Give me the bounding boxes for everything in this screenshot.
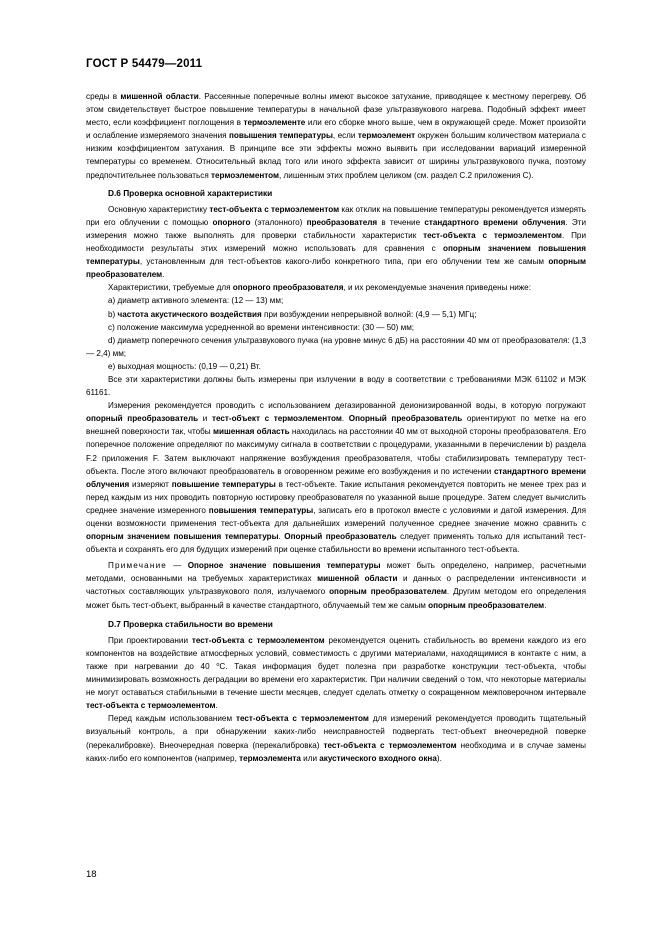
bold-term: опорного преобразователя <box>232 283 344 293</box>
text-run: . Рассеянные поперечные волны имеют высокое затухание, приводящее к местному перегреву. Об этом свидетельствует быстрое повышение температуры в начальной фазе ультразвукового нагрева. Подобный эффект имеет место, если коэффициент поглощения в <box>86 92 587 128</box>
bold-term: опорный преобразователь <box>86 414 199 424</box>
bold-term: тест-объекта с термоэлементом <box>235 714 369 724</box>
bold-term: мишенной области <box>317 574 398 584</box>
bold-term: акустического входного окна <box>319 753 437 763</box>
text-run: . <box>215 701 218 711</box>
text-run: . <box>162 270 165 280</box>
text-run: При проектировании <box>108 635 192 645</box>
text-run: Характеристики, требуемые для <box>108 283 233 293</box>
bold-term: стандартного времени облучения <box>424 217 566 227</box>
text-run: в тест-объекте. Такие испытания рекомендуется повторить не менее трех раз и перед каждым из них проводить повторную юстировку преобразователя по указанной выше процедуре. Затем следует вычислить среднее значение измеренного <box>86 479 586 515</box>
list-item <box>86 308 586 321</box>
text-run: с) положение максимума усредненной во времени интенсивности: (30 — 50) мм; <box>108 322 415 332</box>
text-run: . Другим методом его определения может быть тест-объект, выбранный в качестве стандартного, облучаемый тем же самым <box>86 587 586 610</box>
paragraph <box>86 90 586 182</box>
bold-term: повышения температуры <box>208 505 314 515</box>
bold-term: повышение температуры <box>171 479 276 489</box>
bold-term: тест-объекта с термоэлементом <box>323 740 457 750</box>
bold-term: опорным преобразователем <box>86 257 586 280</box>
note-label: Примечание <box>108 561 168 571</box>
bold-term: опорным значением повышения температуры <box>86 532 279 542</box>
text-run: , установленным для тест-объектов какого-либо конкретного типа, при его облучении тем же самым <box>139 257 549 267</box>
bold-term: тест-объект с термоэлементом <box>212 414 342 424</box>
text-run: . <box>278 532 285 542</box>
text-run: (эталонного) <box>250 217 307 227</box>
list-item <box>86 334 586 360</box>
text-run: b) <box>108 309 118 319</box>
paragraph <box>86 281 586 294</box>
text-run: Перед каждым использованием <box>108 714 236 724</box>
list-item <box>86 294 586 307</box>
bold-term: опорным преобразователем <box>329 587 447 597</box>
bold-term: термоэлемент <box>357 131 416 141</box>
bold-term: стандартного времени облучения <box>86 466 586 489</box>
text-run: для измерений рекомендуется проводить тщательный визуальный контроль, а при обнаружении каких-либо неисправностей подвергать тест-объект внеочередной поверке (перекалибровке). Внеочередная поверка (перекалибровка) <box>86 714 587 750</box>
list-item <box>86 321 586 334</box>
bold-term: опорным значением повышения температуры <box>86 244 586 267</box>
document-header: ГОСТ Р 54479—2011 <box>86 58 203 70</box>
text-run: , и их рекомендуемые значения приведены ниже: <box>343 283 531 293</box>
text-run: Все эти характеристики должны быть измерены при излучении в воду в соответствии с требованиями МЭК 61102 и МЭК 61161. <box>86 374 586 398</box>
text-run: . <box>341 414 349 424</box>
bold-term: тест-объекта с термоэлементом <box>209 204 340 214</box>
paragraph <box>86 634 586 713</box>
page-number: 18 <box>86 869 97 880</box>
text-run: ). <box>436 753 442 763</box>
section-heading-d7: D.7 Проверка стабильности во времени <box>108 618 273 629</box>
text-run: измеряют <box>129 479 172 489</box>
text-run: необходима и в случае замены каких-либо его компонентов (например, <box>86 740 586 763</box>
text-run: , лишенным этих проблем целиком (см. раздел С.2 приложения С). <box>279 170 534 180</box>
bold-term: мишенной области <box>120 92 199 101</box>
text-run: , если <box>332 131 358 141</box>
bold-term: мишенная область <box>212 427 290 437</box>
bold-term: тест-объекта с термоэлементом <box>86 701 216 711</box>
note-paragraph <box>86 559 586 611</box>
text-run: . При необходимости результаты этих измерений можно использовать для сравнения с <box>86 230 586 254</box>
document-body <box>86 90 586 765</box>
bold-term: Опорное значение повышения температуры <box>187 561 381 571</box>
text-run: Измерения рекомендуется проводить с использованием дегазированной деионизированной воды, в которую погружают <box>108 401 586 411</box>
bold-term: тест-объекта с термоэлементом <box>191 635 325 645</box>
text-run: среды в <box>86 92 121 101</box>
text-run: как отклик на повышение температуры рекомендуется измерять при его облучении с помощью <box>86 204 587 227</box>
text-run: следует применять только для испытаний тест-объекта и сохранять его для будущих измерений при оценке стабильности во времени испытанного тест-объекта. <box>86 532 586 555</box>
text-run: окружен большим количеством материала с низким коэффициентом затухания. В принципе все эти эффекты можно выявить при исследовании вариаций измеренной температуры со временем. Относительный вклад того или иного эффекта зависит от ширины ультразвукового пучка, поэтому предпочтительнее пользоваться <box>86 131 586 180</box>
paragraph <box>86 203 586 282</box>
section-heading-d6: D.6 Проверка основной характеристики <box>108 187 273 198</box>
text-run: , записать его в протокол вместе с условиями и датой измерения. Для оценки возможности применения тест-объекта для дальнейших измерений полученное среднее значение можно сравнить с <box>86 505 586 528</box>
text-run: рекомендуется оценить стабильность во времени каждого из его компонентов на воздействие атмосферных условий, совместимость с другими материалами, находящимися в контакте с ним, а также при нагревании до 40 <box>86 635 587 671</box>
text-run: или его сборке много выше, чем в окружающей среде. Может произойти и ослабление измеряемого значения <box>86 118 586 141</box>
text-run: Основную характеристику <box>108 204 210 214</box>
text-run: d) диаметр поперечного сечения ультразвукового пучка (на уровне минус 6 дБ) на расстоянии 40 мм от преобразователя: (1,3 — 2,4) мм; <box>86 335 586 358</box>
text-run: — <box>167 561 188 571</box>
bold-term: повышения температуры <box>228 131 333 141</box>
bold-term: термоэлементом <box>210 170 280 180</box>
bold-term: термоэлемента <box>239 753 301 763</box>
superscript: о <box>216 661 220 668</box>
bold-term: преобразователя <box>306 217 378 227</box>
bold-term: термоэлементе <box>243 118 306 128</box>
text-run: находилась на расстоянии 40 мм от выходной стороны преобразователя. Его поперечное положение определяют по максимуму сигнала в соответствии с процедурами, указанными в перечислении b) раздела F.2 приложения F. Затем выключают напряжение возбуждения преобразователя, чтобы стабилизировать температуру тест-объекта. После этого включают преобразователь в оговоренном режиме его возбуждения и по истечении <box>86 427 586 476</box>
text-run: при возбуждении непрерывной волной: (4,9 — 5,1) МГц; <box>261 309 477 319</box>
bold-term: опорного <box>212 217 251 227</box>
text-run: может быть определено, например, расчетными методами, основанными на требуемых характеристиках <box>86 561 587 584</box>
bold-term: опорным преобразователем <box>428 600 545 610</box>
paragraph <box>86 712 586 764</box>
text-run: или <box>300 753 320 763</box>
text-run: . <box>544 600 547 610</box>
list-item <box>86 360 586 373</box>
text-run: и <box>198 414 212 424</box>
text-run: и данных о распределении интенсивности и частотных составляющих ультразвукового поля, излучаемого <box>86 574 586 597</box>
text-run: ориентируют по метке на его внешней поверхности так, чтобы <box>86 414 586 437</box>
bold-term: Опорный преобразователь <box>284 532 397 542</box>
paragraph <box>86 399 586 556</box>
bold-term: частота акустического воздействия <box>117 309 262 319</box>
bold-term: тест-объекта с термоэлементом <box>423 230 562 240</box>
text-run: . Эти измерения можно также выполнять для проверки стабильности характеристик <box>86 217 587 240</box>
text-run: а) диаметр активного элемента: (12 — 13) мм; <box>108 296 284 306</box>
text-run: в течение <box>377 217 425 227</box>
bold-term: Опорный преобразователь <box>348 414 463 424</box>
text-run: С. Такая информация будет полезна при разработке конструкции тест-объекта, чтобы минимизировать возможность деградации во времени его характеристик. При наличии сведений о том, что некоторые материалы не могут оставаться стабильными в течение шести месяцев, следует сделать отметку о сокращенном межповерочном интервале <box>86 661 586 698</box>
paragraph <box>86 373 586 399</box>
text-run: е) выходная мощность: (0,19 — 0,21) Вт. <box>108 361 261 371</box>
